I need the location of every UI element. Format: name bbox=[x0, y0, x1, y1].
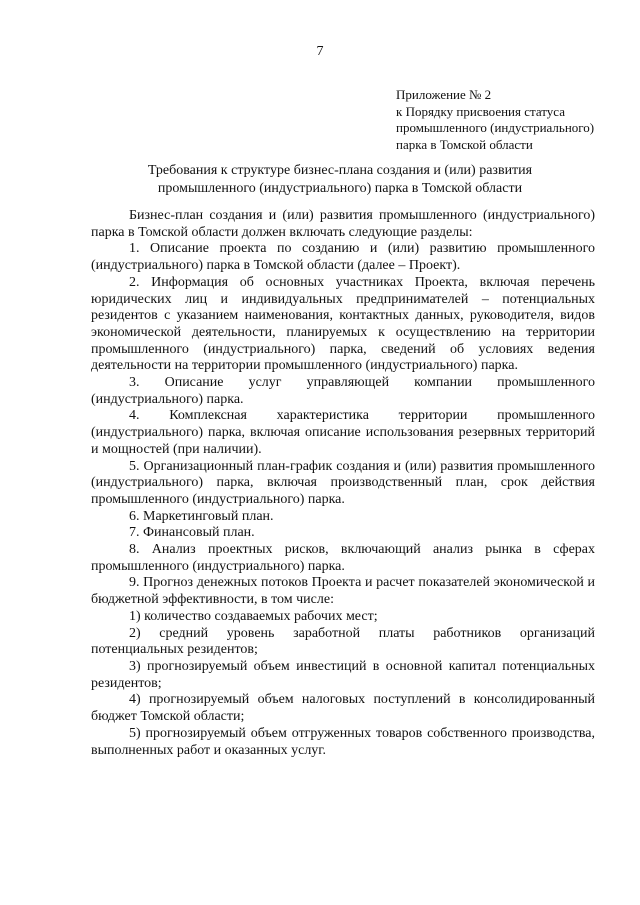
sub-item: 3) прогнозируемый объем инвестиций в основной капитал потенциальных резидентов; bbox=[91, 658, 595, 691]
title-line: Требования к структуре бизнес-плана создания и (или) развития bbox=[147, 163, 533, 178]
section-item: 1. Описание проекта по созданию и (или) развитию промышленного (индустриального) парка в Томской области (далее – Проект). bbox=[91, 241, 595, 274]
intro-paragraph: Бизнес-план создания и (или) развития промышленного (индустриального) парка в Томской области должен включать следующие разделы: bbox=[91, 208, 595, 240]
sub-item: 5) прогнозируемый объем отгруженных товаров собственного производства, выполненных работ и оказанных услуг. bbox=[91, 725, 595, 758]
section-item: 7. Финансовый план. bbox=[129, 525, 255, 541]
appendix-line: Приложение № 2 bbox=[396, 87, 492, 102]
section-item: 3. Описание услуг управляющей компании промышленного (индустриального) парка. bbox=[91, 375, 595, 407]
document-title bbox=[60, 162, 620, 198]
appendix-line: промышленного (индустриального) bbox=[396, 120, 595, 135]
appendix-line: парка в Томской области bbox=[396, 136, 533, 152]
appendix-line: к Порядку присвоения статуса bbox=[396, 103, 565, 119]
sub-item: 4) прогнозируемый объем налоговых поступлений в консолидированный бюджет Томской области; bbox=[91, 692, 595, 725]
section-item: 9. Прогноз денежных потоков Проекта и расчет показателей экономической и бюджетной эффективности, в том числе: bbox=[91, 575, 595, 608]
document-body bbox=[91, 208, 595, 759]
page-number: 7 bbox=[316, 44, 324, 59]
appendix-header bbox=[396, 87, 626, 153]
section-item: 5. Организационный план-график создания и (или) развития промышленного (индустриального) парка, включая производственный план, срок действия промышленного (индустриального) парка. bbox=[91, 458, 595, 507]
sub-item: 2) средний уровень заработной платы работников организаций потенциальных резидентов; bbox=[91, 625, 595, 658]
sub-item: 1) количество создаваемых рабочих мест; bbox=[129, 608, 378, 624]
section-item: 2. Информация об основных участниках Проекта, включая перечень юридических лиц и индивидуальных предпринимателей – потенциальных резидентов с указанием наименования, контактных данных, руководителя, видов экономической деятельности, планируемых к осуществлению на территории промышленного (индустриального) парка, сведений об условиях ведения деятельности на территории промышленного (индустриального) парка. bbox=[91, 274, 595, 374]
section-item: 4. Комплексная характеристика территории промышленного (индустриального) парка, включая описание использования резервных территорий и мощностей (при наличии). bbox=[91, 408, 595, 457]
section-item: 6. Маркетинговый план. bbox=[129, 508, 274, 524]
section-item: 8. Анализ проектных рисков, включающий анализ рынка в сферах промышленного (индустриального) парка. bbox=[91, 542, 595, 574]
title-line: промышленного (индустриального) парка в Томской области bbox=[157, 181, 523, 196]
